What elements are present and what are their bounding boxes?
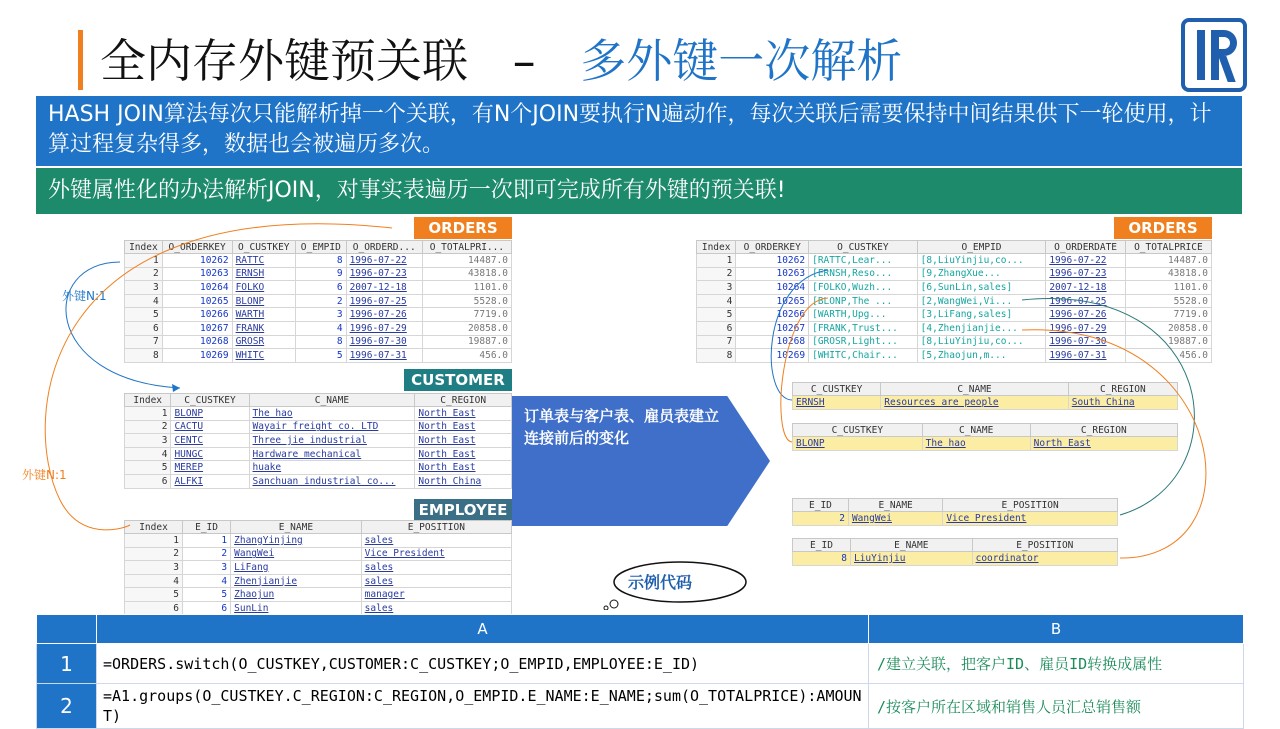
table-cell: 5 <box>296 349 347 363</box>
table-cell: 1 <box>125 534 183 548</box>
table-cell: 5528.0 <box>422 294 511 308</box>
table-cell: 1101.0 <box>422 281 511 295</box>
table-cell: 1 <box>125 254 163 268</box>
table-row <box>125 308 512 322</box>
table-cell: North East <box>415 420 512 434</box>
table-cell: 10268 <box>736 335 809 349</box>
table-cell: sales <box>361 534 511 548</box>
table-cell: 8 <box>793 552 851 566</box>
table-cell: FRANK <box>232 321 295 335</box>
table-cell: [2,WangWei,Vi... <box>917 294 1046 308</box>
table-cell: Hardware mechanical <box>249 447 415 461</box>
table-cell: 1996-07-30 <box>1046 335 1125 349</box>
orders-right-tag: ORDERS <box>1114 217 1212 239</box>
table-cell: 2 <box>697 267 736 281</box>
table-cell: 2 <box>125 547 183 561</box>
table-cell: 1101.0 <box>1125 281 1211 295</box>
table-cell: 10269 <box>736 349 809 363</box>
table-row <box>125 349 512 363</box>
table-cell: BLONP <box>232 294 295 308</box>
table-cell: WangWei <box>848 512 942 526</box>
fk-attribute-banner: 外键属性化的办法解析JOIN，对事实表遍历一次即可完成所有外键的预关联! <box>36 168 1242 214</box>
column-header: E_NAME <box>850 539 972 552</box>
table-cell: CACTU <box>171 420 249 434</box>
table-cell: ALFKI <box>171 474 249 488</box>
table-cell: 4 <box>296 321 347 335</box>
table-row <box>125 474 512 488</box>
table-cell: 7 <box>125 335 163 349</box>
table-cell: 10266 <box>162 308 232 322</box>
table-cell: 10264 <box>162 281 232 295</box>
orders-joined-table <box>696 240 1212 363</box>
table-cell: 6 <box>125 321 163 335</box>
table-cell: sales <box>361 574 511 588</box>
table-cell: [9,ZhangXue... <box>917 267 1046 281</box>
table-cell: [5,Zhaojun,m... <box>917 349 1046 363</box>
table-cell: North East <box>415 407 512 421</box>
table-cell: [6,SunLin,sales] <box>917 281 1046 295</box>
table-cell: 5 <box>125 308 163 322</box>
table-header-row <box>793 539 1118 552</box>
table-cell: 1996-07-26 <box>346 308 422 322</box>
column-header: C_NAME <box>922 424 1030 437</box>
table-row <box>125 561 512 575</box>
table-row <box>125 335 512 349</box>
table-cell: 7 <box>697 335 736 349</box>
table-cell: WHITC <box>232 349 295 363</box>
corner-cell <box>37 615 97 644</box>
table-row <box>125 461 512 475</box>
column-header: C_CUSTKEY <box>793 424 923 437</box>
table-cell: 19887.0 <box>422 335 511 349</box>
table-cell: 43818.0 <box>422 267 511 281</box>
column-header: E_POSITION <box>943 499 1118 512</box>
table-cell: 456.0 <box>1125 349 1211 363</box>
column-header: O_EMPID <box>917 241 1046 254</box>
orders-tag: ORDERS <box>414 217 512 239</box>
table-cell: 10263 <box>736 267 809 281</box>
table-cell: 5 <box>125 588 183 602</box>
table-cell: huake <box>249 461 415 475</box>
table-row <box>125 588 512 602</box>
table-cell: 7719.0 <box>422 308 511 322</box>
table-cell: 1996-07-29 <box>346 321 422 335</box>
table-cell: 20858.0 <box>1125 321 1211 335</box>
table-header-row <box>125 521 512 534</box>
table-cell: 9 <box>296 267 347 281</box>
table-cell: 3 <box>125 434 171 448</box>
table-cell: 1996-07-29 <box>1046 321 1125 335</box>
table-header-row <box>125 241 512 254</box>
column-header: E_NAME <box>231 521 362 534</box>
table-cell: 1 <box>183 534 231 548</box>
column-header: C_NAME <box>881 383 1068 396</box>
table-cell: 8 <box>296 254 347 268</box>
table-cell: [3,LiFang,sales] <box>917 308 1046 322</box>
table-cell: manager <box>361 588 511 602</box>
table-cell: Wayair freight co. LTD <box>249 420 415 434</box>
table-cell: 1996-07-30 <box>346 335 422 349</box>
table-cell: 6 <box>125 474 171 488</box>
table-cell: [FRANK,Trust... <box>809 321 918 335</box>
employee-record-liuyinjiu <box>792 538 1118 566</box>
table-row <box>793 512 1118 526</box>
table-cell: 10264 <box>736 281 809 295</box>
title-main: 全内存外键预关联 <box>100 34 468 88</box>
customer-tag: CUSTOMER <box>404 369 512 391</box>
table-cell: 10266 <box>736 308 809 322</box>
table-row <box>125 407 512 421</box>
table-header-row <box>793 383 1178 396</box>
table-cell: [ERNSH,Reso... <box>809 267 918 281</box>
table-header-row <box>793 499 1118 512</box>
column-header: O_ORDERKEY <box>736 241 809 254</box>
table-row <box>125 534 512 548</box>
row-number: 1 <box>37 644 97 684</box>
table-cell: 1996-07-25 <box>1046 294 1125 308</box>
table-cell: 19887.0 <box>1125 335 1211 349</box>
column-header: Index <box>697 241 736 254</box>
table-cell: 6 <box>125 601 183 615</box>
column-header: O_CUSTKEY <box>232 241 295 254</box>
column-header: Index <box>125 521 183 534</box>
table-cell: 2 <box>793 512 849 526</box>
table-cell: Zhenjianjie <box>231 574 362 588</box>
table-cell: The hao <box>249 407 415 421</box>
table-row <box>697 308 1212 322</box>
table-row <box>697 267 1212 281</box>
fk-label-employee: 外键N:1 <box>22 468 67 482</box>
table-row <box>125 574 512 588</box>
table-cell: North East <box>415 434 512 448</box>
column-header: C_REGION <box>1030 424 1177 437</box>
table-cell: GROSR <box>232 335 295 349</box>
table-cell: 1996-07-23 <box>1046 267 1125 281</box>
table-cell: 10267 <box>736 321 809 335</box>
table-cell: FOLKO <box>232 281 295 295</box>
table-row <box>697 349 1212 363</box>
table-cell: WARTH <box>232 308 295 322</box>
table-cell: 4 <box>125 447 171 461</box>
table-header-row <box>793 424 1178 437</box>
table-cell: 1 <box>697 254 736 268</box>
code-expression: =A1.groups(O_CUSTKEY.C_REGION:C_REGION,O_EMPID.E_NAME:E_NAME;sum(O_TOTALPRICE):AMOUNT) <box>97 684 869 729</box>
table-row <box>125 447 512 461</box>
table-cell: 1996-07-25 <box>346 294 422 308</box>
employee-tag: EMPLOYEE <box>414 499 512 521</box>
table-row <box>697 254 1212 268</box>
table-cell: ERNSH <box>232 267 295 281</box>
table-cell: CENTC <box>171 434 249 448</box>
column-header: O_TOTALPRI... <box>422 241 511 254</box>
table-cell: 5528.0 <box>1125 294 1211 308</box>
customer-table <box>124 393 512 489</box>
table-row <box>697 321 1212 335</box>
column-header: E_ID <box>183 521 231 534</box>
table-cell: MEREP <box>171 461 249 475</box>
table-cell: 2 <box>183 547 231 561</box>
table-cell: South China <box>1068 396 1177 410</box>
table-row <box>125 434 512 448</box>
table-cell: RATTC <box>232 254 295 268</box>
table-cell: [GROSR,Light... <box>809 335 918 349</box>
table-cell: 10265 <box>162 294 232 308</box>
title-sub: 多外键一次解析 <box>580 34 903 88</box>
table-cell: 3 <box>125 561 183 575</box>
row-number: 2 <box>37 684 97 729</box>
column-header: O_ORDERD... <box>346 241 422 254</box>
table-row <box>697 335 1212 349</box>
table-cell: 5 <box>125 461 171 475</box>
table-cell: [FOLKO,Wuzh... <box>809 281 918 295</box>
table-cell: 2007-12-18 <box>346 281 422 295</box>
table-cell: 2 <box>296 294 347 308</box>
table-cell: [BLONP,The ... <box>809 294 918 308</box>
table-cell: 1996-07-31 <box>346 349 422 363</box>
table-row <box>125 420 512 434</box>
column-header: E_ID <box>793 499 849 512</box>
table-cell: 3 <box>183 561 231 575</box>
table-row <box>793 437 1178 451</box>
sample-code-label: 示例代码 <box>628 573 693 592</box>
code-expression: =ORDERS.switch(O_CUSTKEY,CUSTOMER:C_CUSTKEY;O_EMPID,EMPLOYEE:E_ID) <box>97 644 869 684</box>
table-cell: ZhangYinjing <box>231 534 362 548</box>
table-cell: 2 <box>125 420 171 434</box>
table-cell: Vice President <box>361 547 511 561</box>
table-cell: 7719.0 <box>1125 308 1211 322</box>
code-row <box>37 684 1244 729</box>
table-row <box>125 321 512 335</box>
table-cell: 8 <box>697 349 736 363</box>
table-cell: 5 <box>183 588 231 602</box>
table-cell: 2007-12-18 <box>1046 281 1125 295</box>
table-cell: 10268 <box>162 335 232 349</box>
column-header: C_NAME <box>249 394 415 407</box>
table-cell: 10262 <box>162 254 232 268</box>
table-row <box>697 281 1212 295</box>
table-row <box>125 254 512 268</box>
table-cell: LiuYinjiu <box>850 552 972 566</box>
table-cell: WangWei <box>231 547 362 561</box>
column-header: C_REGION <box>1068 383 1177 396</box>
table-cell: 20858.0 <box>422 321 511 335</box>
table-cell: 5 <box>697 308 736 322</box>
column-header: C_REGION <box>415 394 512 407</box>
code-comment: /建立关联，把客户ID、雇员ID转换成属性 <box>869 644 1244 684</box>
table-cell: 6 <box>296 281 347 295</box>
table-row <box>125 267 512 281</box>
table-row <box>793 396 1178 410</box>
table-cell: 14487.0 <box>422 254 511 268</box>
table-cell: [WARTH,Upg... <box>809 308 918 322</box>
table-row <box>697 294 1212 308</box>
code-grid <box>36 614 1244 729</box>
table-cell: 8 <box>125 349 163 363</box>
table-cell: 10265 <box>736 294 809 308</box>
table-cell: [RATTC,Lear... <box>809 254 918 268</box>
table-cell: [WHITC,Chair... <box>809 349 918 363</box>
table-cell: The hao <box>922 437 1030 451</box>
table-cell: [4,Zhenjianjie... <box>917 321 1046 335</box>
table-cell: 2 <box>125 267 163 281</box>
code-header-row <box>37 615 1244 644</box>
table-cell: 1996-07-26 <box>1046 308 1125 322</box>
column-header: Index <box>125 241 163 254</box>
table-cell: 1996-07-31 <box>1046 349 1125 363</box>
table-cell: North East <box>415 447 512 461</box>
table-header-row <box>697 241 1212 254</box>
table-cell: HUNGC <box>171 447 249 461</box>
table-cell: BLONP <box>171 407 249 421</box>
column-header: C_CUSTKEY <box>171 394 249 407</box>
arrow-caption: 订单表与客户表、雇员表建立连接前后的变化 <box>524 407 720 447</box>
table-cell: SunLin <box>231 601 362 615</box>
title-dash: – <box>512 34 536 88</box>
table-cell: 10267 <box>162 321 232 335</box>
column-header: C_CUSTKEY <box>793 383 881 396</box>
employee-record-wangwei <box>792 498 1118 526</box>
table-cell: 1996-07-22 <box>346 254 422 268</box>
hash-join-banner: HASH JOIN算法每次只能解析掉一个关联，有N个JOIN要执行N遍动作，每次关联后需要保持中间结果供下一轮使用，计算过程复杂得多，数据也会被遍历多次。 <box>36 96 1242 166</box>
table-cell: 43818.0 <box>1125 267 1211 281</box>
table-row <box>125 547 512 561</box>
customer-record-ernsh <box>792 382 1178 410</box>
table-cell: 6 <box>183 601 231 615</box>
table-cell: Zhaojun <box>231 588 362 602</box>
column-header: E_POSITION <box>972 539 1117 552</box>
table-cell: 10269 <box>162 349 232 363</box>
raqsoft-logo <box>1181 18 1247 92</box>
table-cell: [8,LiuYinjiu,co... <box>917 254 1046 268</box>
table-header-row <box>125 394 512 407</box>
column-header: O_ORDERDATE <box>1046 241 1125 254</box>
column-header: O_TOTALPRICE <box>1125 241 1211 254</box>
table-row <box>125 281 512 295</box>
column-header: Index <box>125 394 171 407</box>
table-cell: 1 <box>125 407 171 421</box>
table-cell: Three jie industrial <box>249 434 415 448</box>
table-cell: ERNSH <box>793 396 881 410</box>
code-row <box>37 644 1244 684</box>
column-header: E_POSITION <box>361 521 511 534</box>
table-cell: 456.0 <box>422 349 511 363</box>
table-cell: Resources are people <box>881 396 1068 410</box>
table-cell: sales <box>361 561 511 575</box>
customer-record-blonp <box>792 423 1178 451</box>
table-cell: 10263 <box>162 267 232 281</box>
code-comment: /按客户所在区域和销售人员汇总销售额 <box>869 684 1244 729</box>
table-cell: [8,LiuYinjiu,co... <box>917 335 1046 349</box>
column-header: O_ORDERKEY <box>162 241 232 254</box>
table-cell: 4 <box>697 294 736 308</box>
table-cell: North East <box>1030 437 1177 451</box>
table-cell: Vice President <box>943 512 1118 526</box>
table-cell: 4 <box>125 574 183 588</box>
table-cell: 14487.0 <box>1125 254 1211 268</box>
table-cell: 3 <box>697 281 736 295</box>
code-column-header: B <box>869 615 1244 644</box>
orders-table <box>124 240 512 363</box>
title-accent-bar <box>78 30 83 90</box>
column-header: E_NAME <box>848 499 942 512</box>
table-row <box>793 552 1118 566</box>
table-cell: 6 <box>697 321 736 335</box>
table-cell: 4 <box>125 294 163 308</box>
table-cell: 3 <box>296 308 347 322</box>
table-cell: 3 <box>125 281 163 295</box>
table-cell: Sanchuan industrial co... <box>249 474 415 488</box>
fk-label-customer: 外键N:1 <box>62 289 107 303</box>
page-title <box>100 30 902 92</box>
table-cell: North East <box>415 461 512 475</box>
table-cell: BLONP <box>793 437 923 451</box>
column-header: E_ID <box>793 539 851 552</box>
table-cell: North China <box>415 474 512 488</box>
column-header: O_CUSTKEY <box>809 241 918 254</box>
table-cell: 1996-07-22 <box>1046 254 1125 268</box>
table-row <box>125 294 512 308</box>
table-cell: coordinator <box>972 552 1117 566</box>
employee-table <box>124 520 512 616</box>
table-cell: LiFang <box>231 561 362 575</box>
table-cell: 4 <box>183 574 231 588</box>
table-cell: 8 <box>296 335 347 349</box>
table-cell: sales <box>361 601 511 615</box>
column-header: O_EMPID <box>296 241 347 254</box>
table-cell: 1996-07-23 <box>346 267 422 281</box>
code-column-header: A <box>97 615 869 644</box>
table-cell: 10262 <box>736 254 809 268</box>
